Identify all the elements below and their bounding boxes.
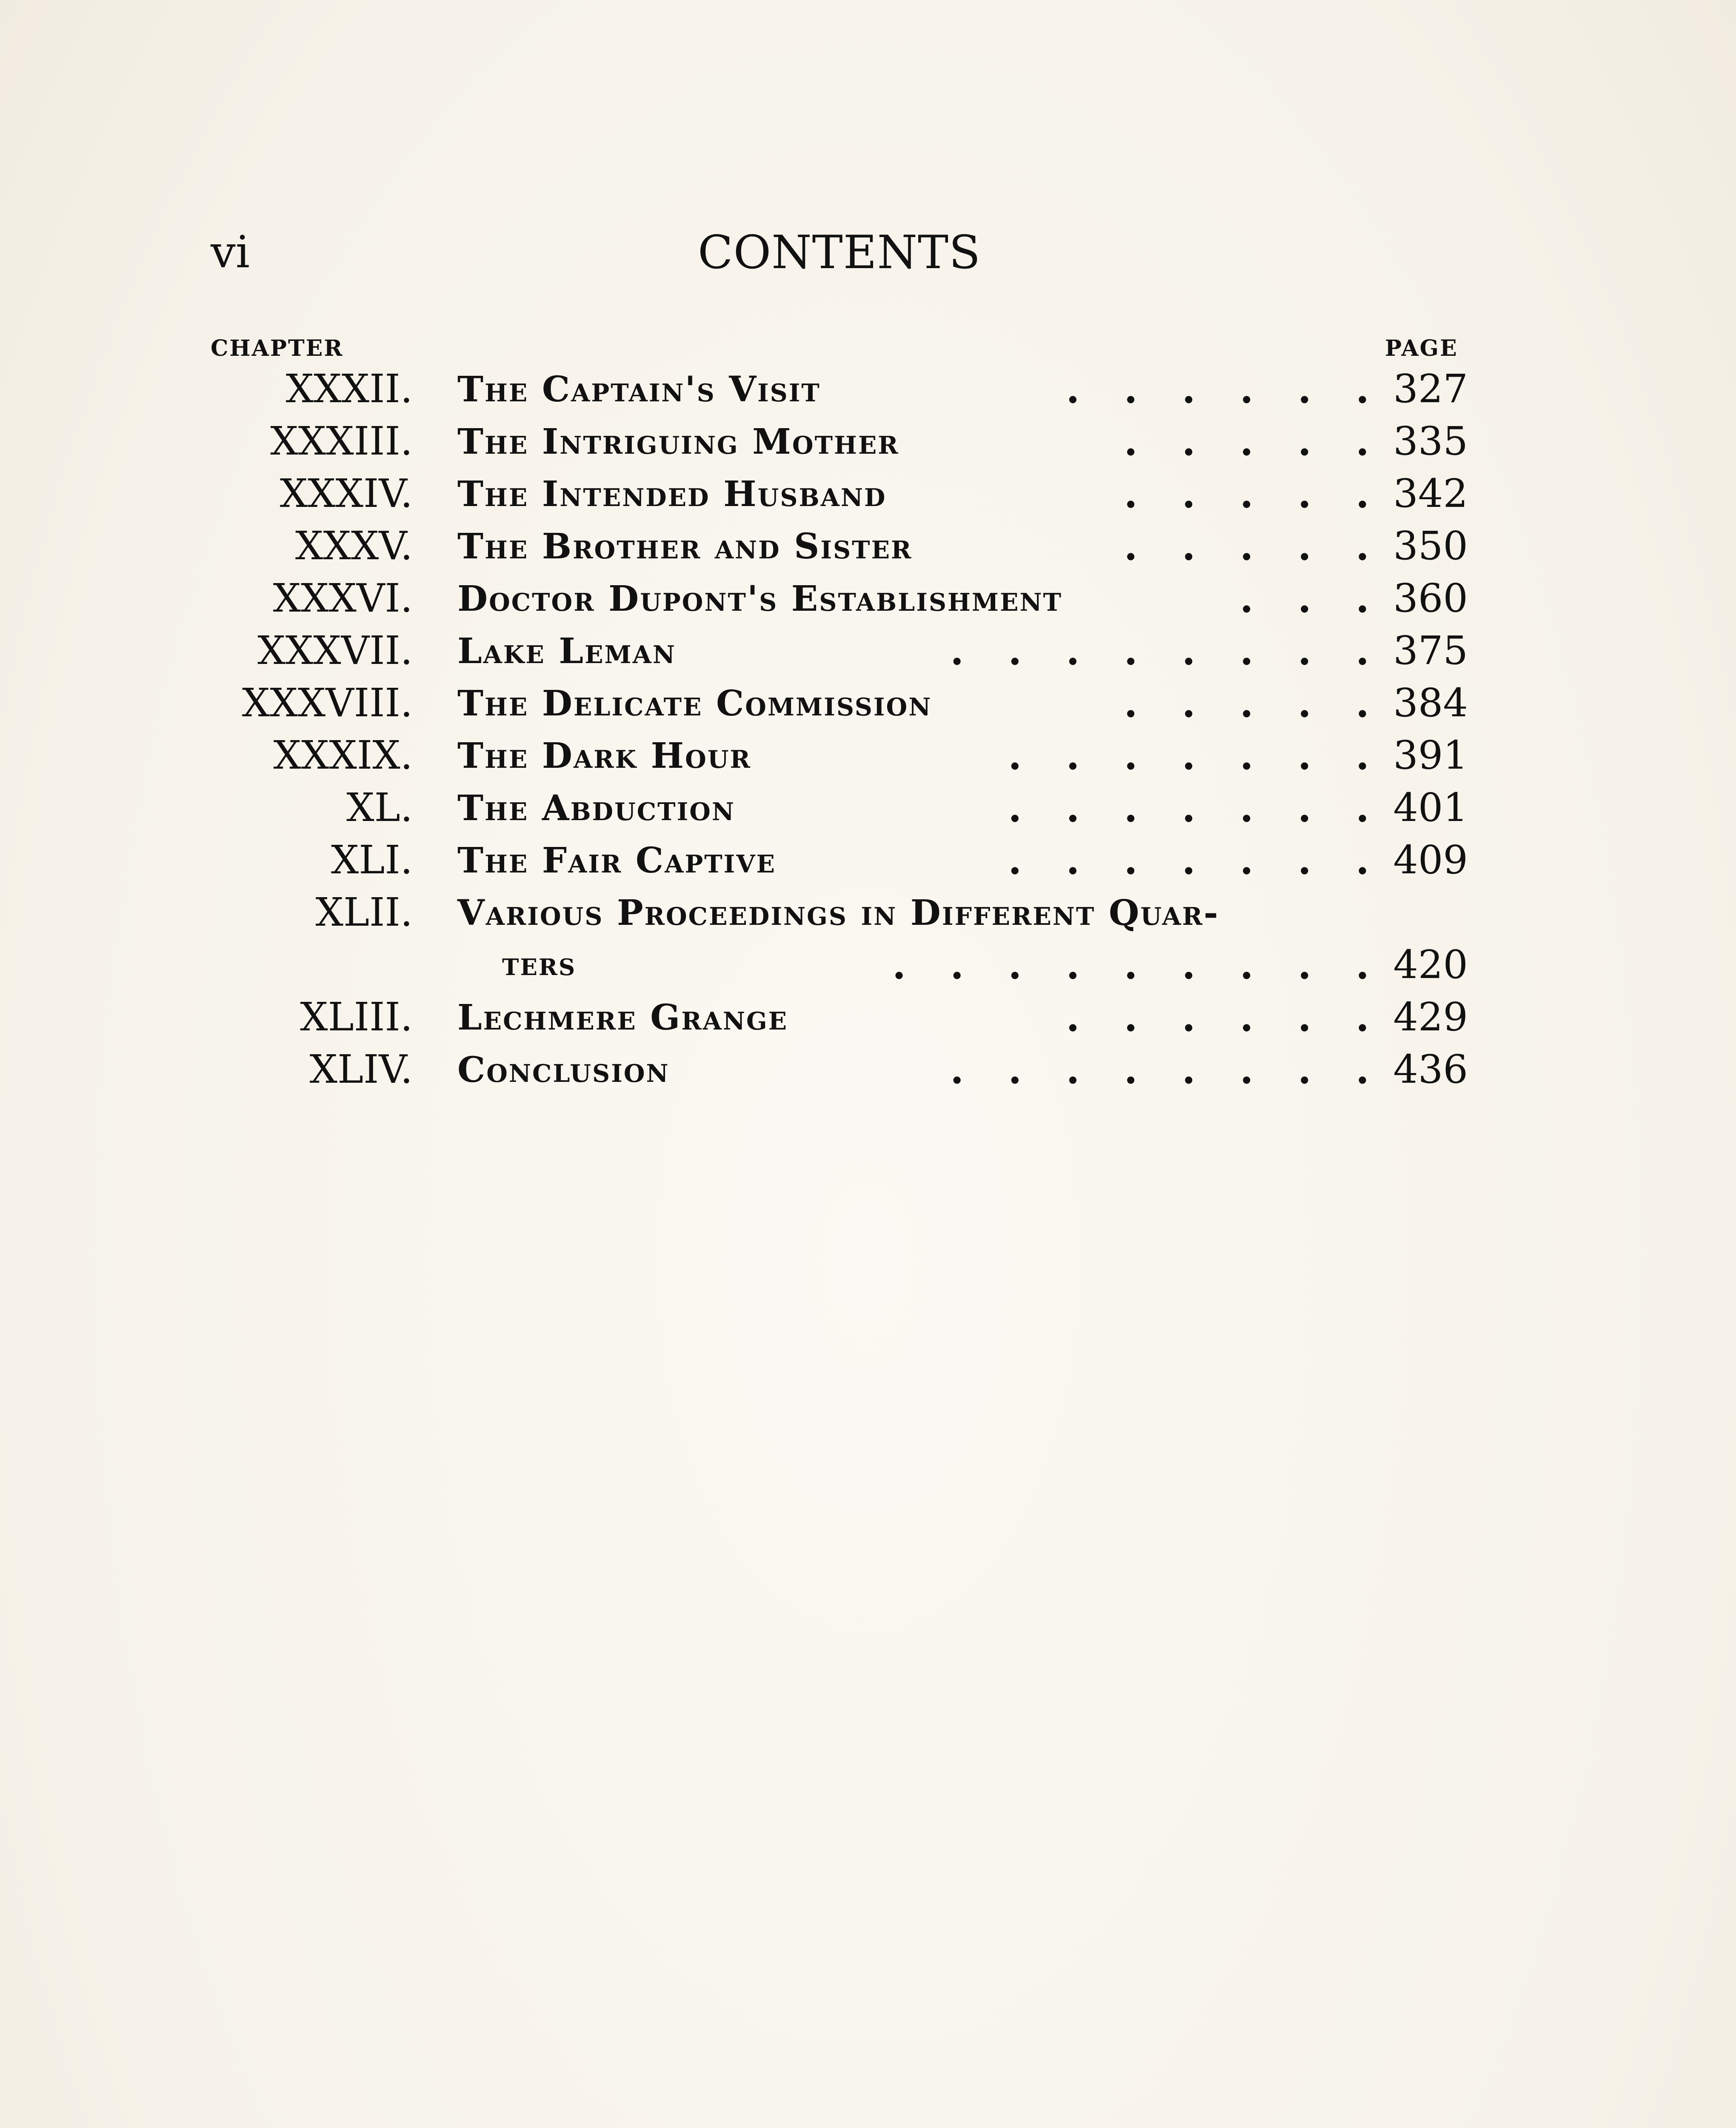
toc-entry xyxy=(0,994,1736,1050)
chapter-number: XLIII. xyxy=(300,994,413,1040)
dot-leader: . . . . . . . xyxy=(1008,837,1370,883)
page-reference: 384 xyxy=(1393,680,1468,726)
chapter-title: Lake Leman xyxy=(457,631,676,672)
page-reference: 409 xyxy=(1393,837,1468,883)
chapter-title: The Dark Hour xyxy=(457,735,751,776)
chapter-title: The Intended Husband xyxy=(457,474,887,515)
chapter-number: XXXVII. xyxy=(257,628,413,673)
chapter-number: XXXVI. xyxy=(273,575,413,621)
chapter-title: Lechmere Grange xyxy=(457,997,788,1038)
dot-leader: . . . . . . xyxy=(1066,994,1370,1040)
chapter-title: Various Proceedings in Different Quar- xyxy=(457,892,1219,933)
page-reference: 401 xyxy=(1393,785,1468,830)
chapter-column-label: CHAPTER xyxy=(211,335,344,361)
dot-leader: . . . . . xyxy=(1124,471,1370,517)
page-reference: 436 xyxy=(1393,1047,1468,1092)
chapter-title: Doctor Dupont's Establishment xyxy=(457,578,1062,619)
dot-leader: . . . . . xyxy=(1124,418,1370,464)
chapter-title: The Abduction xyxy=(457,788,736,829)
page-number: vi xyxy=(211,226,250,278)
dot-leader: . . . . . . . . xyxy=(950,1047,1370,1093)
page-reference: 391 xyxy=(1393,732,1468,778)
chapter-number: XXXV. xyxy=(295,523,413,569)
chapter-number: XLIV. xyxy=(309,1047,413,1092)
page-reference: 327 xyxy=(1393,366,1468,412)
chapter-title: The Brother and Sister xyxy=(457,526,913,567)
dot-leader: . . . . . . . xyxy=(1008,785,1370,831)
toc-entry-continuation xyxy=(0,942,1736,997)
chapter-number: XXXIV. xyxy=(280,471,413,516)
toc-entry xyxy=(0,890,1736,945)
dot-leader: . . . . . . . . xyxy=(950,628,1370,674)
toc-entry xyxy=(0,418,1736,474)
toc-entry xyxy=(0,732,1736,788)
toc-entry xyxy=(0,471,1736,526)
chapter-title: The Captain's Visit xyxy=(457,369,821,410)
chapter-number: XXXII. xyxy=(286,366,413,412)
dot-leader: . . . . . xyxy=(1124,523,1370,569)
chapter-title: The Delicate Commission xyxy=(457,683,932,724)
toc-entry xyxy=(0,1047,1736,1102)
chapter-number: XLII. xyxy=(315,890,413,935)
toc-entry xyxy=(0,785,1736,840)
chapter-title: The Fair Captive xyxy=(457,840,776,881)
page-reference: 342 xyxy=(1393,471,1468,516)
chapter-number: XXXIII. xyxy=(270,418,413,464)
toc-entry xyxy=(0,366,1736,421)
dot-leader: . . . . . . . . . xyxy=(892,942,1370,988)
toc-entry xyxy=(0,837,1736,892)
toc-entry xyxy=(0,523,1736,578)
page-title: CONTENTS xyxy=(698,226,981,279)
dot-leader: . . . . . . . xyxy=(1008,732,1370,778)
chapter-number: XXXIX. xyxy=(273,732,413,778)
dot-leader: . . . . . . xyxy=(1066,366,1370,412)
toc-entry xyxy=(0,575,1736,631)
page-reference: 335 xyxy=(1393,418,1468,464)
page-reference: 429 xyxy=(1393,994,1468,1040)
chapter-number: XL. xyxy=(346,785,413,830)
toc-entry xyxy=(0,680,1736,735)
page-column-label: PAGE xyxy=(1385,335,1458,361)
chapter-title-continuation: ters xyxy=(502,945,577,983)
dot-leader: . . . . . xyxy=(1124,680,1370,726)
page-reference: 420 xyxy=(1393,942,1468,987)
page-reference: 360 xyxy=(1393,575,1468,621)
dot-leader: . . . xyxy=(1239,575,1370,621)
chapter-number: XLI. xyxy=(331,837,413,883)
chapter-number: XXXVIII. xyxy=(242,680,413,726)
page-reference: 350 xyxy=(1393,523,1468,569)
toc-entry xyxy=(0,628,1736,683)
page-reference: 375 xyxy=(1393,628,1468,673)
chapter-title: Conclusion xyxy=(457,1050,670,1090)
chapter-title: The Intriguing Mother xyxy=(457,421,899,462)
